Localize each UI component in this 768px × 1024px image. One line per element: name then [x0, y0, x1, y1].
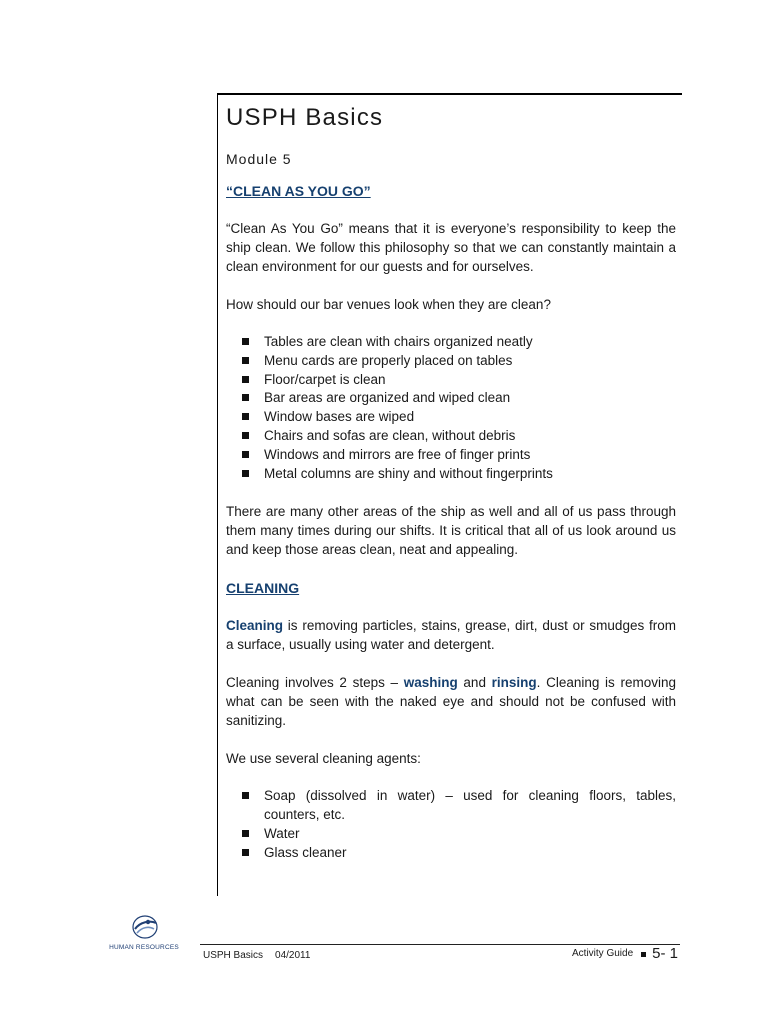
paragraph-other-areas: There are many other areas of the ship as well and all of us pass through them many times during our shifts. It is critical that all of us look around us and keep those areas clean, neat and appealing.	[226, 504, 676, 558]
list-item	[226, 465, 676, 484]
top-rule	[218, 93, 682, 95]
list-item-text: Floor/carpet is clean	[264, 371, 386, 387]
square-bullet-icon	[242, 849, 249, 856]
list-item-text: Soap (dissolved in water) – used for cleaning floors, tables, counters, etc.	[264, 788, 676, 823]
module-label: Module 5	[226, 151, 292, 167]
list-item-text: Bar areas are organized and wiped clean	[264, 390, 511, 406]
square-bullet-icon	[242, 357, 249, 364]
paragraph-cleaning-agents-intro: We use several cleaning agents:	[226, 751, 421, 767]
page-number: 5- 1	[652, 945, 678, 962]
list-item	[226, 408, 676, 427]
term-cleaning: Cleaning	[226, 618, 284, 634]
section-heading-cleaning: CLEANING	[226, 580, 300, 597]
footer-date: 04/2011	[275, 950, 311, 961]
list-item-text: Metal columns are shiny and without fingerprints	[264, 465, 553, 481]
list-item	[226, 825, 676, 844]
page-title: USPH Basics	[226, 104, 384, 131]
cleaning-agents-list	[226, 787, 676, 862]
footer-guide-label: Activity Guide	[572, 948, 634, 959]
footer-doc-name: USPH Basics	[203, 950, 264, 961]
definition-text: is removing particles, stains, grease, dirt, dust or smudges from a surface, usually using water and detergent.	[226, 618, 676, 653]
list-item-text: Window bases are wiped	[264, 409, 415, 425]
list-item	[226, 844, 676, 863]
bar-venue-checklist	[226, 333, 676, 483]
footer-rule	[200, 944, 680, 945]
square-bullet-icon	[242, 338, 249, 345]
footer-doc-info	[203, 950, 310, 962]
square-bullet-icon	[242, 470, 249, 477]
square-bullet-icon	[242, 830, 249, 837]
list-item-text: Glass cleaner	[264, 844, 347, 860]
list-item-text: Menu cards are properly placed on tables	[264, 352, 513, 368]
footer-page-info	[572, 947, 678, 961]
term-washing: washing	[403, 675, 458, 691]
left-margin-rule	[217, 93, 218, 896]
list-item	[226, 446, 676, 465]
list-item	[226, 371, 676, 390]
human-resources-logo	[104, 914, 184, 954]
term-rinsing: rinsing	[491, 675, 537, 691]
globe-logo-icon	[131, 914, 159, 940]
list-item	[226, 427, 676, 446]
section-heading-clean-as-you-go: “CLEAN AS YOU GO”	[226, 183, 371, 199]
steps-text-rest: . Cleaning is removing what can be seen with the naked eye and should not be confused with sanitizing.	[226, 675, 676, 729]
list-item	[226, 389, 676, 408]
logo-text: HUMAN RESOURCES	[109, 944, 179, 951]
square-bullet-icon	[242, 394, 249, 401]
list-item	[226, 333, 676, 352]
square-bullet-icon	[242, 413, 249, 420]
question-paragraph: How should our bar venues look when they are clean?	[226, 297, 551, 312]
list-item-text: Windows and mirrors are free of finger prints	[264, 446, 531, 462]
square-bullet-icon	[242, 451, 249, 458]
square-bullet-icon	[242, 792, 249, 799]
list-item-text: Tables are clean with chairs organized neatly	[264, 334, 533, 349]
square-bullet-icon	[641, 952, 646, 957]
content-area	[226, 98, 676, 863]
list-item-text: Water	[264, 825, 300, 841]
paragraph-cleaning-steps	[226, 673, 676, 730]
list-item	[226, 352, 676, 371]
square-bullet-icon	[242, 432, 249, 439]
paragraph-clean-as-you-go: “Clean As You Go” means that it is everyone’s responsibility to keep the ship clean. We follow this philosophy so that we can constantly maintain a clean environment for our guests and for ourselves.	[226, 221, 676, 274]
steps-text-and: and	[457, 675, 492, 691]
steps-text-intro: Cleaning involves 2 steps –	[226, 675, 404, 691]
square-bullet-icon	[242, 376, 249, 383]
list-item-text: Chairs and sofas are clean, without debris	[264, 427, 516, 443]
paragraph-cleaning-definition	[226, 616, 676, 654]
list-item	[226, 787, 676, 825]
